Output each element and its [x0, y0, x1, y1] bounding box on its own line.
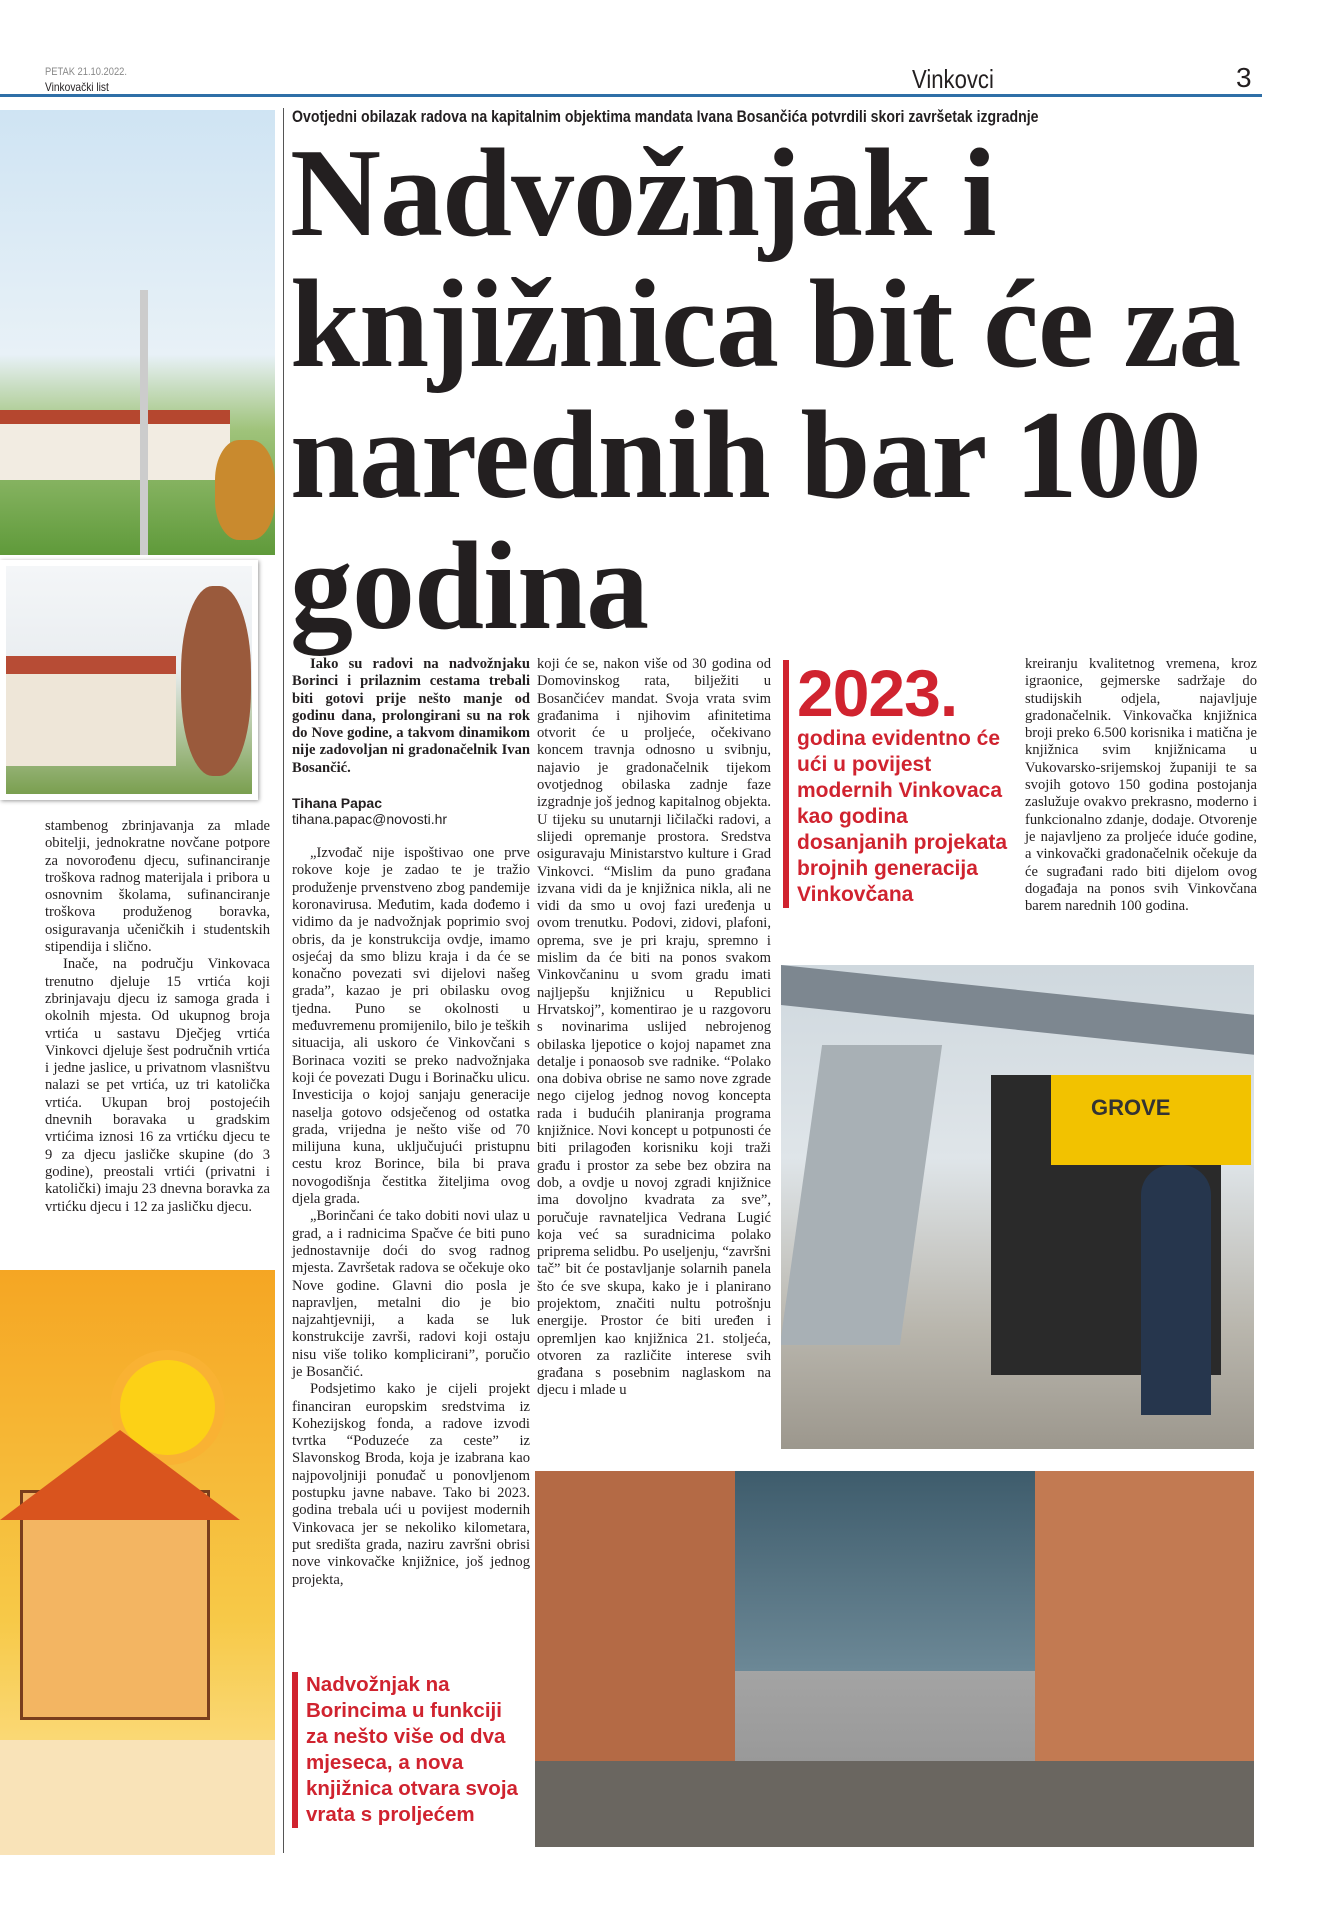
section-title: Vinkovci: [912, 64, 994, 94]
header-rule: [0, 94, 1262, 97]
column-divider: [283, 108, 284, 1853]
body-paragraph: kreiranju kvalitetnog vremena, kroz igraonice, gejmerske sadržaje do studijskih odjela, najavljuje gradonačelnik. Vinkovačka knjižnica broji preko 6.500 korisnika i matična je knjižnica svim knjižnicama u Vukovarsko-srijemskoj županiji te sa svojih gotovo 150 godina postojanja zaslužuje ovakvo prekrasno, moderno i funkcionalno zdanje, dodaje. Otvorenje je najavljeno za proljeće iduće godine, a vinkovački gradonačelnik očekuje da će sugrađani rado biti dijelom ovog događaja na ponos svih Vinkovčana barem narednih 100 godina.: [1025, 656, 1257, 915]
issue-date: PETAK 21.10.2022.: [45, 66, 127, 78]
overpass-photo: [781, 965, 1254, 1449]
body-paragraph: „Izvođač nije ispoštivao one prve rokove koje je zadao te je tražio produženje prvenstveno zbog pandemije koronavirusa. Međutim, kada dođemo i vidimo da je nadvožnjak poprimio svoj obris, da je konstrukcija ovdje, imamo osjećaj da smo blizu kraja i da će se konačno povezati svi dijelovi našeg grada”, kazao je pri obilasku ovog tjedna. Puno se okolnosti u međuvremenu promijenilo, bilo je teških situacija, ali uskoro će Vinkovčani s Borinaca voziti se preko nadvožnjaka koji će povezati Dugu i Borinačku ulicu. Investicija o kojoj sanjaju generacije naselja gotovo odsječenog od ostatka grada, vrijedna je nešto više od 70 milijuna kuna, uključujući pristupnu cestu kroz Borince, bila bi prava novogodišnja čestitka žiteljima ovog djela grada.: [292, 845, 530, 1208]
article-kicker: Ovotjedni obilazak radova na kapitalnim objektima mandata Ivana Bosančića potvrdili skori završetak izgradnje: [292, 107, 1039, 126]
body-paragraph: Podsjetimo kako je cijeli projekt financiran europskim sredstvima iz Kohezijskog fonda, a radove izvodi tvrtka “Poduzeće za ceste” iz Slavonskog Broda, koja je izabrana kao najpovoljniji ponuđač u ponovljenom postupku javne nabave. Tako bi 2023. godina trebala ući u povijest modernih Vinkovaca jer se nekoliko kilometara, put središta grada, naziru završni obrisi nove vinkovačke knjižnice, još jednog projekta,: [292, 1381, 530, 1588]
page-number: 3: [1236, 62, 1252, 93]
body-paragraph: „Borinčani će tako dobiti novi ulaz u grad, a i radnicima Spačve će biti puno jednostavnije doći do svog radnog mjesta. Završetak radova se očekuje oko Nove godine. Glavni dio posla je napravljen, metalni dio je bio najzahtjevniji, a kada se luk konstrukcije završi, radovi koji ostaju nisu više toliko komplicirani”, poručio je Bosančić.: [292, 1208, 530, 1380]
pull-quote-2023: [783, 656, 1018, 908]
body-paragraph: koji će se, nakon više od 30 godina od Domovinskog rata, bilježiti u Bosančićev mandat. Svoja vrata svim građanima i njihovim afinitetima otvorit će u proljeće, očekivano koncem travnja odnosno u svibnju, najavio je gradonačelnik tijekom ovotjednog obilaska zadnje faze izgradnje još jednog kapitalnog objekta. U tijeku su unutarnji ličilački radovi, a slijedi opremanje prostora. Sredstva osiguravaju Ministarstvo kulture i Grad Vinkovci. “Mislim da puno građana izvana vidi da je knjižnica nikla, ali ne vidi da smo u ovoj fazi uređenja u ovom trenutku. Podovi, zidovi, plafoni, oprema, sve je pri kraju, spremno i mislim da će biti na ponos svakom Vinkovčaninu u svom gradu imati najljepšu knjižnicu u Republici Hrvatskoj”, komentirao je u razgovoru s novinarima uslijed nebrojenog obilaska ljepotice o kojoj napamet zna detalje i ponaosob sve radnike. “Polako ona dobiva obrise ne samo nove zgrade nego cijelog jednog novog koncepta rada i budućih planiranja programa knjižnice. Novi koncept u potpunosti će biti prilagođen korisniku koji traži građu i prostor za sebe bez obzira na dob, a ovdje u novoj zgradi knjižnice ima dovoljno kvadrata za sve”, poručuje ravnateljica Vedrana Lugić koja već sa suradnicima polako priprema selidbu. Po useljenju, “završni tač” bit će postavljanje solarnih panela što će sve skupa, kako je i planirano projektom, značiti nultu potrošnju energije. Prostor će biti uređen i opremljen kao knjižnica 21. stoljeća, otvoren za različite interese svih građana s posebnim naglaskom na djecu i mlade u: [537, 656, 771, 1399]
kindergarten-photo-2: [0, 560, 258, 800]
side-article-text: [45, 818, 270, 1216]
article-headline: Nadvožnjak i knjižnica bit će za narednih bar 100 godina: [290, 124, 1241, 656]
newspaper-name: Vinkovački list: [45, 80, 109, 94]
callout-year: 2023.: [797, 656, 958, 730]
library-photo: [535, 1471, 1254, 1847]
side-paragraph: stambenog zbrinjavanja za mlade obitelji, jednokratne novčane potpore za novorođenu djecu, sufinanciranje troškova radnog materijala i pribora u osnovnim školama, sufinanciranje troškova produženog boravka, osiguravanja učeničkih i studentskih stipendija i slično.: [45, 818, 270, 956]
side-paragraph: Inače, na području Vinkovaca trenutno djeluje 15 vrtića koji zbrinjavaju djecu iz samoga grada i okolnih mjesta. Od ukupnog broja vrtića u sastavu Dječjeg vrtića Vinkovci djeluje šest područnih vrtića i jedne jaslice, u privatnom vlasništvu nalazi se pet vrtića, uz tri katolička vrtića. Ukupan broj postojećih dnevnih boravaka u gradskim vrtićima iznosi 16 za vrtićku djecu te 9 za djecu jasličke skupine (do 3 godine), preostali vrtići (privatni i katolički) imaju 23 dnevna boravka za vrtićku djecu i 12 za jasličku djecu.: [45, 956, 270, 1215]
crane-sign: GROVE: [1051, 1075, 1251, 1165]
article-column-1: [292, 656, 530, 1589]
author-email[interactable]: tihana.papac@novosti.hr: [292, 811, 448, 828]
kindergarten-photo: [0, 110, 275, 555]
article-lead: Iako su radovi na nadvožnjaku Borinci i prilaznim cestama trebali biti gotovi prije nešto manje od godinu dana, prolongirani su na rok do Nove godine, a takvom dinamikom nije zadovoljan ni gradonačelnik Ivan Bosančić.: [292, 656, 530, 776]
author-name: Tihana Papac: [292, 795, 383, 812]
article-column-4: [1025, 656, 1257, 915]
article-column-2: [537, 656, 771, 1400]
pull-quote-bottom: Nadvožnjak na Borincima u funkciji za nešto više od dva mjeseca, a nova knjižnica otvara svoja vrata s proljećem: [292, 1672, 527, 1828]
kindergarten-illustration: [0, 1270, 275, 1855]
callout-text: godina evidentno će ući u povijest modernih Vinkovaca kao godina dosanjanih projekata brojnih generacija Vinkovčana: [797, 727, 1008, 906]
